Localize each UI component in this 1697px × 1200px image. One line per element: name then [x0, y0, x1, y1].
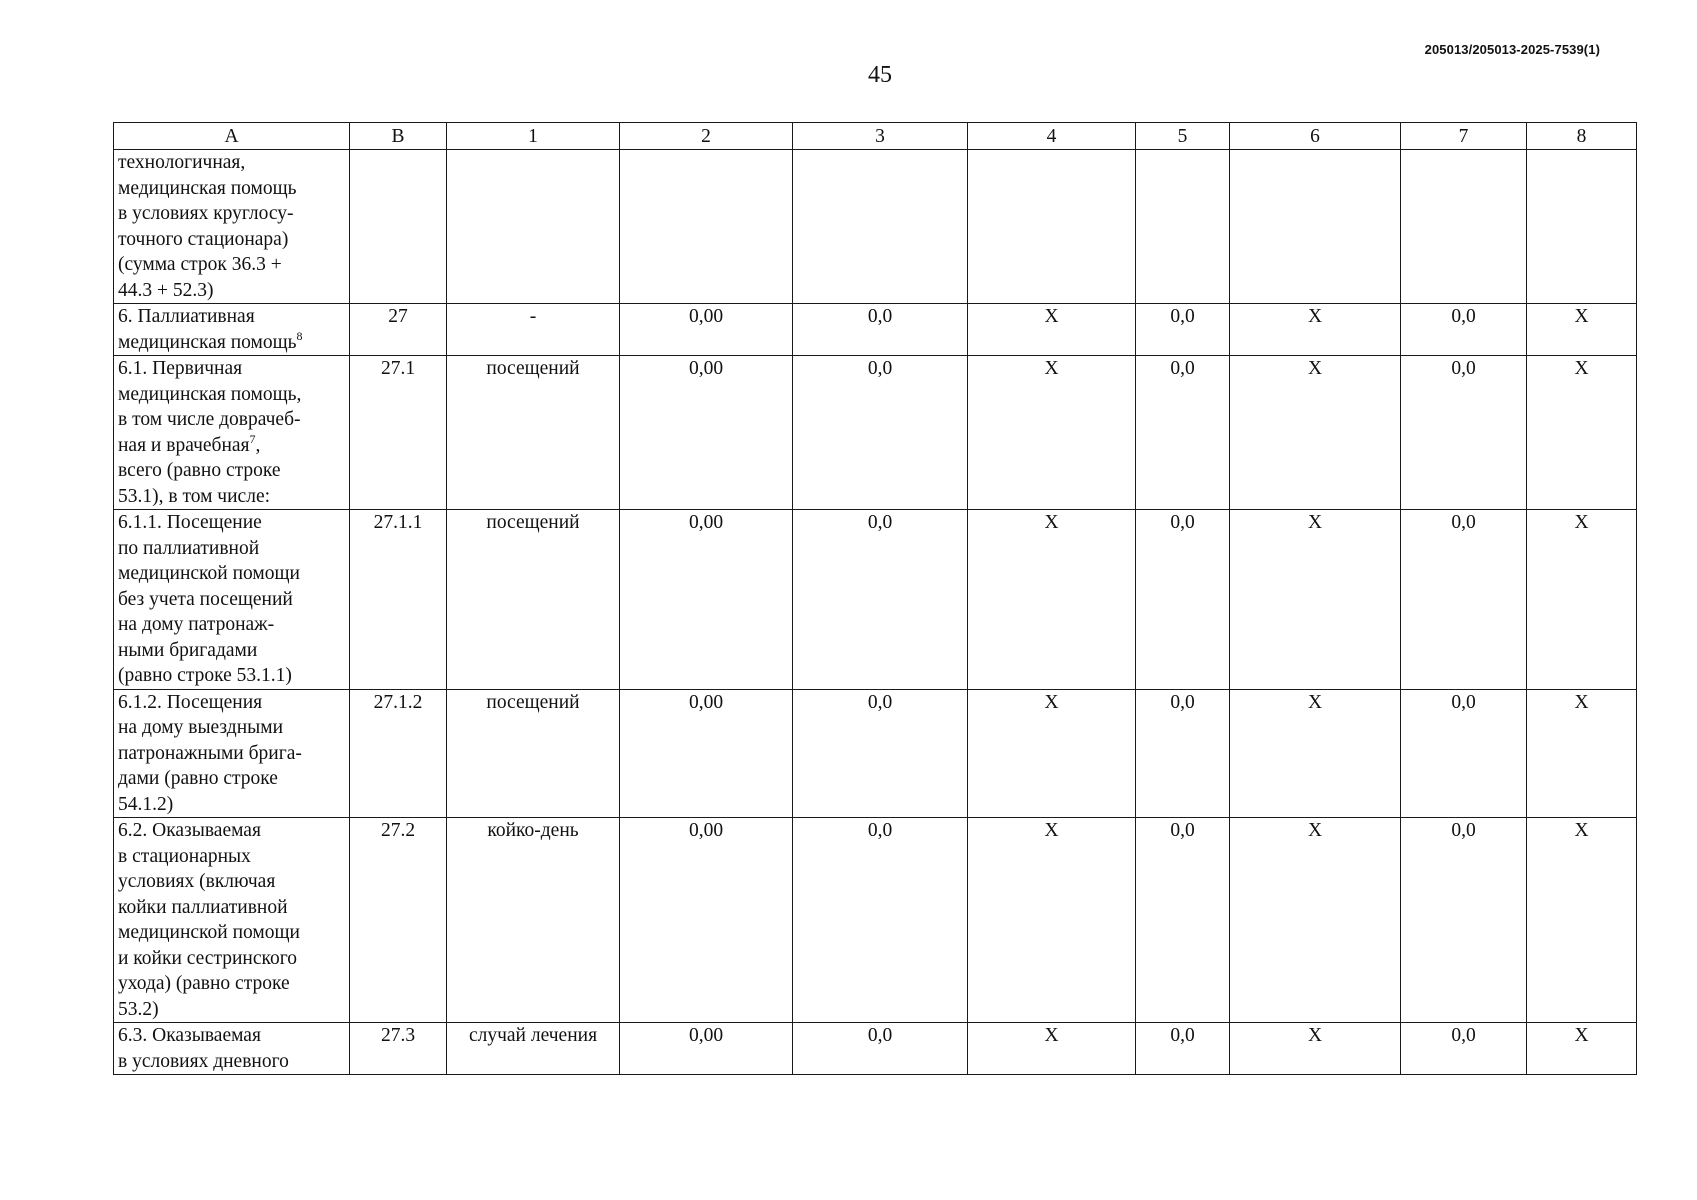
value-cell: X [968, 1023, 1136, 1075]
row-label-line: в стационарных [118, 845, 251, 867]
column-header: 1 [447, 123, 620, 150]
value-cell [1401, 150, 1527, 304]
value-cell: X [1230, 510, 1401, 690]
row-label-line: в том числе доврачеб- [118, 409, 301, 430]
column-header: 5 [1136, 123, 1230, 150]
row-label-line: 6.1. Первичная [118, 358, 243, 379]
value-cell: 0,0 [1401, 818, 1527, 1023]
value-cell: 0,0 [793, 304, 968, 356]
row-label-line: и койки сестринского [118, 947, 297, 969]
value-cell: X [1230, 818, 1401, 1023]
row-label-line: ными бригадами [118, 639, 258, 661]
row-code-cell: 27.1.1 [350, 510, 447, 690]
row-label-line: (равно строке 53.1.1) [118, 665, 292, 686]
column-header: 4 [968, 123, 1136, 150]
value-cell: 0,0 [1401, 304, 1527, 356]
table-row [114, 510, 1637, 690]
row-label-line: условиях (включая [118, 871, 276, 892]
value-cell [968, 150, 1136, 304]
data-table [113, 122, 1637, 1075]
column-header: А [114, 123, 350, 150]
row-label-line: дами (равно строке [118, 768, 278, 789]
value-cell: 0,00 [620, 1023, 793, 1075]
row-label-line: 6.1.2. Посещения [118, 691, 263, 713]
value-cell [1136, 150, 1230, 304]
row-label-cell [114, 689, 350, 818]
row-label-line: медицинская помощь, [118, 383, 302, 405]
row-unit-cell: койко-день [447, 818, 620, 1023]
value-cell: 0,0 [793, 1023, 968, 1075]
row-label-line: в условиях круглосу- [118, 203, 294, 224]
value-cell: X [968, 818, 1136, 1023]
row-label-cell [114, 1023, 350, 1075]
value-cell: X [1230, 356, 1401, 510]
value-cell: 0,00 [620, 689, 793, 818]
row-label-line: ухода) (равно строке [118, 973, 290, 994]
row-label-line: 53.2) [118, 998, 159, 1020]
row-label-line: медицинская помощь [118, 177, 297, 199]
row-label-line: 54.1.2) [118, 793, 174, 815]
column-header: В [350, 123, 447, 150]
row-label-line: технологичная, [118, 152, 246, 173]
row-label-line: (сумма строк 36.3 + [118, 254, 282, 275]
value-cell: X [1527, 356, 1637, 510]
value-cell: 0,00 [620, 818, 793, 1023]
row-label-cell [114, 150, 350, 304]
value-cell: 0,0 [1136, 304, 1230, 356]
row-label-line: 53.1), в том числе: [118, 485, 271, 507]
value-cell: X [968, 356, 1136, 510]
row-label-line: 6.3. Оказываемая [118, 1025, 261, 1046]
row-label-line: на дому выездными [118, 717, 284, 738]
row-code-cell: 27.1 [350, 356, 447, 510]
table-row [114, 818, 1637, 1023]
row-unit-cell: посещений [447, 689, 620, 818]
value-cell: 0,0 [1401, 1023, 1527, 1075]
value-cell: X [1527, 818, 1637, 1023]
row-label-line: медицинская помощь$^8$ [118, 328, 303, 353]
row-label-line: всего (равно строке [118, 460, 281, 481]
value-cell: 0,00 [620, 304, 793, 356]
value-cell: X [1230, 304, 1401, 356]
row-label-line: медицинской помощи [118, 922, 300, 943]
value-cell: 0,00 [620, 510, 793, 690]
value-cell: 0,0 [1401, 689, 1527, 818]
footnote-superscript: 7 [249, 431, 256, 446]
value-cell: X [968, 689, 1136, 818]
row-label-line: 44.3 + 52.3) [118, 279, 214, 301]
column-header: 3 [793, 123, 968, 150]
table-row [114, 356, 1637, 510]
row-label-line: койки паллиативной [118, 896, 288, 918]
value-cell: 0,0 [793, 510, 968, 690]
value-cell: X [1527, 510, 1637, 690]
row-unit-cell: посещений [447, 356, 620, 510]
value-cell: 0,0 [1136, 1023, 1230, 1075]
row-code-cell: 27.2 [350, 818, 447, 1023]
column-header: 8 [1527, 123, 1637, 150]
value-cell [1230, 150, 1401, 304]
row-label-cell [114, 818, 350, 1023]
row-unit-cell: случай лечения [447, 1023, 620, 1075]
column-header: 7 [1401, 123, 1527, 150]
table-row [114, 689, 1637, 818]
column-header: 2 [620, 123, 793, 150]
value-cell: X [1527, 304, 1637, 356]
row-label-line: ная и врачебная$^7$, [118, 431, 261, 456]
value-cell: X [968, 510, 1136, 690]
value-cell: 0,0 [793, 689, 968, 818]
table-row [114, 1023, 1637, 1075]
row-code-cell: 27.3 [350, 1023, 447, 1075]
table-body [114, 150, 1637, 1075]
row-label-line: 6.2. Оказываемая [118, 820, 261, 841]
row-label-line: точного стационара) [118, 228, 289, 250]
header-row [114, 123, 1637, 150]
row-label-line: по паллиативной [118, 537, 260, 559]
value-cell: 0,0 [1136, 818, 1230, 1023]
value-cell: X [1527, 689, 1637, 818]
row-label-cell [114, 304, 350, 356]
value-cell: 0,0 [793, 356, 968, 510]
value-cell [793, 150, 968, 304]
table-row [114, 150, 1637, 304]
row-code-cell: 27.1.2 [350, 689, 447, 818]
value-cell: X [1230, 1023, 1401, 1075]
document-id: 205013/205013-2025-7539(1) [1424, 42, 1600, 57]
value-cell: X [1527, 1023, 1637, 1075]
value-cell [620, 150, 793, 304]
row-code-cell [350, 150, 447, 304]
row-code-cell: 27 [350, 304, 447, 356]
row-label-line: 6.1.1. Посещение [118, 512, 262, 533]
value-cell: 0,00 [620, 356, 793, 510]
row-unit-cell: - [447, 304, 620, 356]
value-cell: 0,0 [1136, 356, 1230, 510]
row-label-line: без учета посещений [118, 588, 293, 610]
row-label-line: медицинской помощи [118, 563, 300, 584]
row-label-line: на дому патронаж- [118, 614, 275, 635]
value-cell: 0,0 [1401, 510, 1527, 690]
footnote-superscript: 8 [296, 328, 303, 343]
value-cell: 0,0 [793, 818, 968, 1023]
value-cell: 0,0 [1136, 510, 1230, 690]
row-label-cell [114, 356, 350, 510]
page-number: 45 [868, 62, 892, 88]
row-label-line: в условиях дневного [118, 1050, 289, 1072]
row-unit-cell [447, 150, 620, 304]
value-cell: 0,0 [1136, 689, 1230, 818]
value-cell: X [1230, 689, 1401, 818]
value-cell: 0,0 [1401, 356, 1527, 510]
table-row [114, 304, 1637, 356]
row-unit-cell: посещений [447, 510, 620, 690]
column-header: 6 [1230, 123, 1401, 150]
row-label-line: 6. Паллиативная [118, 306, 255, 327]
row-label-cell [114, 510, 350, 690]
value-cell [1527, 150, 1637, 304]
row-label-line: патронажными брига- [118, 742, 302, 764]
value-cell: X [968, 304, 1136, 356]
